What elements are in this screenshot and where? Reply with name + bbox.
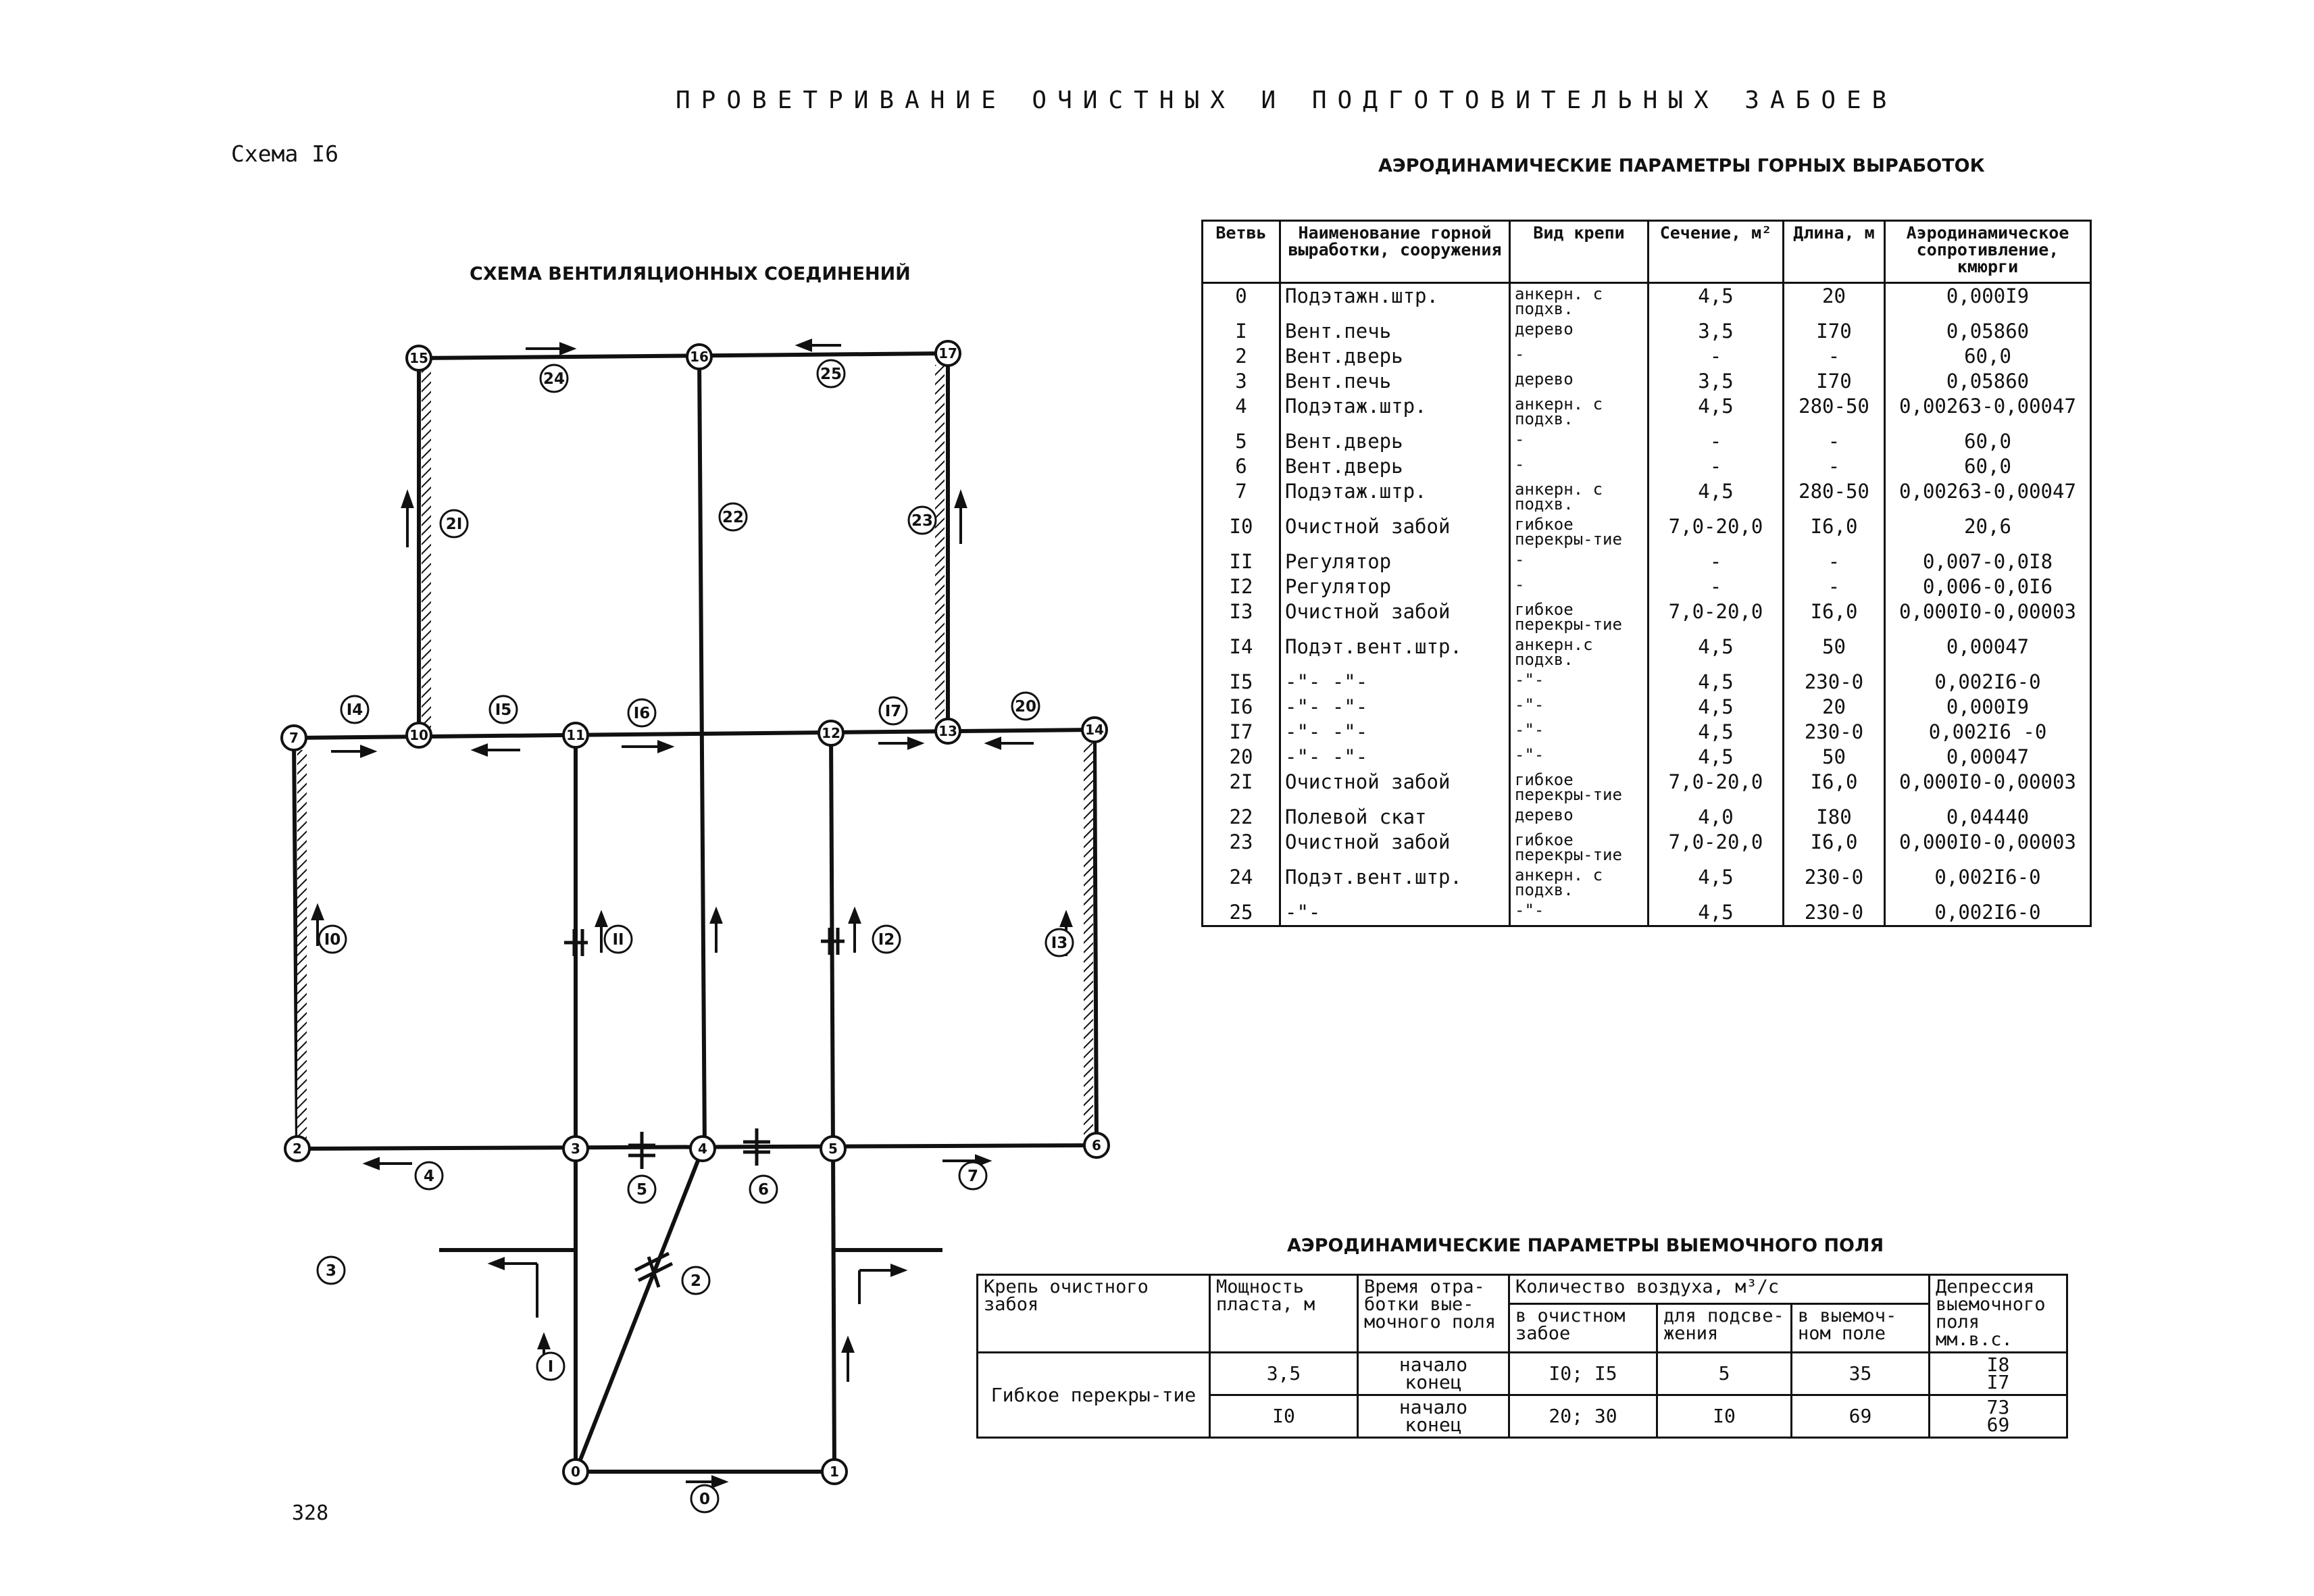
branch-label-text: I xyxy=(547,1358,554,1376)
branch-label-20 xyxy=(1012,693,1039,720)
air-face-cell: I0; I5 xyxy=(1509,1353,1657,1395)
node-11 xyxy=(563,723,588,747)
aero-resistance-cell: 0,000I0-0,00003 xyxy=(1885,830,2091,865)
aero-name-cell: Полевой скат xyxy=(1280,805,1510,830)
node-16 xyxy=(687,345,711,369)
aero-name-cell: Вент.дверь xyxy=(1280,454,1510,479)
node-5 xyxy=(821,1137,845,1161)
node-4 xyxy=(690,1137,715,1161)
aero-support-cell: - xyxy=(1510,549,1649,574)
node-6 xyxy=(1084,1133,1109,1157)
branch-label-text: 4 xyxy=(423,1168,435,1185)
aero-length-cell: I70 xyxy=(1784,369,1885,394)
aero-section-cell: 4,5 xyxy=(1649,394,1784,429)
branch-label-text: 22 xyxy=(722,509,745,526)
aero-support-cell: дерево xyxy=(1510,369,1649,394)
node-label: 0 xyxy=(571,1464,580,1480)
air-field-cell: 69 xyxy=(1792,1395,1930,1438)
branch-label-text: II xyxy=(612,931,624,949)
aero-table-title: АЭРОДИНАМИЧЕСКИЕ ПАРАМЕТРЫ ГОРНЫХ ВЫРАБОТОК xyxy=(1378,155,1985,176)
col-air-group: Количество воздуха, м³/с xyxy=(1509,1275,1930,1304)
aero-section-cell: 4,0 xyxy=(1649,805,1784,830)
time-cell xyxy=(1358,1353,1509,1395)
aero-support-cell: - xyxy=(1510,429,1649,454)
branch-label-I6 xyxy=(628,699,655,726)
table-row xyxy=(1203,319,2091,344)
col-air-field: в выемоч-ном поле xyxy=(1792,1303,1930,1352)
branch-label-22 xyxy=(720,503,747,530)
aero-support-cell: - xyxy=(1510,344,1649,369)
branch-label-I5 xyxy=(490,696,517,723)
table-row xyxy=(1203,599,2091,634)
col-branch: Ветвь xyxy=(1203,221,1280,283)
col-depression: Депрессия выемочного поля мм.в.с. xyxy=(1930,1275,2067,1353)
aero-length-cell: I6,0 xyxy=(1784,599,1885,634)
node-3 xyxy=(563,1137,588,1161)
aero-resistance-cell: 60,0 xyxy=(1885,429,2091,454)
aero-section-cell: 4,5 xyxy=(1649,634,1784,670)
branch-label-text: 2 xyxy=(690,1272,702,1290)
table-row xyxy=(1203,429,2091,454)
branch-label-text: I0 xyxy=(324,931,341,949)
table-row xyxy=(1203,549,2091,574)
node-label: 6 xyxy=(1092,1137,1101,1153)
aero-section-cell: 4,5 xyxy=(1649,695,1784,720)
col-air-face: в очистном забое xyxy=(1509,1303,1657,1352)
aero-branch-cell: 7 xyxy=(1203,479,1280,514)
table-row xyxy=(1203,634,2091,670)
aero-resistance-cell: 0,000I0-0,00003 xyxy=(1885,770,2091,805)
aero-length-cell: - xyxy=(1784,574,1885,599)
branch-label-text: 0 xyxy=(699,1491,711,1508)
aero-support-cell: дерево xyxy=(1510,319,1649,344)
branch-label-2 xyxy=(682,1267,709,1294)
branch-label-II xyxy=(605,926,632,953)
aero-name-cell: -"- -"- xyxy=(1280,720,1510,745)
branch-label-4 xyxy=(416,1162,443,1189)
page-number: 328 xyxy=(292,1501,329,1525)
aero-section-cell: 4,5 xyxy=(1649,745,1784,770)
depression-end: I7 xyxy=(1986,1371,2010,1393)
aero-support-cell: -"- xyxy=(1510,745,1649,770)
aero-branch-cell: I4 xyxy=(1203,634,1280,670)
branch-label-text: 3 xyxy=(325,1262,337,1280)
aero-length-cell: 280-50 xyxy=(1784,394,1885,429)
aero-resistance-cell: 0,002I6-0 xyxy=(1885,900,2091,926)
aero-length-cell: 280-50 xyxy=(1784,479,1885,514)
aero-branch-cell: I xyxy=(1203,319,1280,344)
aero-name-cell: Подэтаж.штр. xyxy=(1280,394,1510,429)
table-row xyxy=(1203,574,2091,599)
aero-name-cell: Подэт.вент.штр. xyxy=(1280,634,1510,670)
node-15 xyxy=(407,346,431,370)
branch-label-text: 5 xyxy=(636,1181,648,1199)
branch-label-25 xyxy=(818,360,845,387)
aero-support-cell: гибкое перекры-тие xyxy=(1510,599,1649,634)
branch-label-text: 25 xyxy=(820,366,842,383)
time-end: конец xyxy=(1405,1371,1462,1393)
time-end: конец xyxy=(1405,1414,1462,1436)
node-label: 16 xyxy=(690,349,709,365)
aero-support-cell: дерево xyxy=(1510,805,1649,830)
aero-length-cell: 50 xyxy=(1784,745,1885,770)
node-label: 1 xyxy=(830,1464,839,1480)
aero-name-cell: Подэтаж.штр. xyxy=(1280,479,1510,514)
table-row xyxy=(978,1353,2067,1395)
aero-name-cell: Вент.печь xyxy=(1280,369,1510,394)
node-12 xyxy=(819,721,843,745)
aero-section-cell: 7,0-20,0 xyxy=(1649,770,1784,805)
aero-section-cell: 4,5 xyxy=(1649,900,1784,926)
aero-section-cell: 4,5 xyxy=(1649,479,1784,514)
depression-start: 73 xyxy=(1986,1396,2010,1418)
thickness-cell: 3,5 xyxy=(1210,1353,1358,1395)
aero-branch-cell: 5 xyxy=(1203,429,1280,454)
table-row xyxy=(1203,720,2091,745)
aero-support-cell: - xyxy=(1510,454,1649,479)
aero-length-cell: I6,0 xyxy=(1784,770,1885,805)
aero-name-cell: -"- xyxy=(1280,900,1510,926)
aero-branch-cell: I0 xyxy=(1203,514,1280,549)
aero-name-cell: -"- -"- xyxy=(1280,670,1510,695)
branch-label-text: I6 xyxy=(633,705,651,722)
scheme-label: Схема I6 xyxy=(231,141,338,167)
aero-length-cell: 230-0 xyxy=(1784,865,1885,900)
aero-support-cell: анкерн. с подхв. xyxy=(1510,865,1649,900)
aero-branch-cell: 3 xyxy=(1203,369,1280,394)
aero-resistance-cell: 0,00263-0,00047 xyxy=(1885,394,2091,429)
branch-label-2I xyxy=(441,510,468,537)
aero-support-cell: - xyxy=(1510,574,1649,599)
aero-length-cell: 230-0 xyxy=(1784,900,1885,926)
branch-label-I2 xyxy=(873,926,900,953)
col-length: Длина, м xyxy=(1784,221,1885,283)
aero-name-cell: -"- -"- xyxy=(1280,745,1510,770)
aero-support-cell: гибкое перекры-тие xyxy=(1510,770,1649,805)
aero-section-cell: 7,0-20,0 xyxy=(1649,830,1784,865)
branch-label-3 xyxy=(318,1257,345,1284)
aero-resistance-cell: 60,0 xyxy=(1885,454,2091,479)
aero-length-cell: - xyxy=(1784,454,1885,479)
table-row xyxy=(1203,770,2091,805)
branch-label-text: 7 xyxy=(967,1168,979,1185)
aero-name-cell: Подэт.вент.штр. xyxy=(1280,865,1510,900)
table-row xyxy=(1203,514,2091,549)
branch-label-text: 2I xyxy=(445,516,463,533)
node-label: 5 xyxy=(828,1141,838,1157)
col-resistance: Аэродинамическое сопротивление, кмюрги xyxy=(1885,221,2091,283)
table-row xyxy=(1203,369,2091,394)
node-label: 12 xyxy=(822,725,840,741)
aero-support-cell: гибкое перекры-тие xyxy=(1510,514,1649,549)
branch-label-I7 xyxy=(880,697,907,724)
aero-section-cell: 4,5 xyxy=(1649,865,1784,900)
depression-start: I8 xyxy=(1986,1353,2010,1376)
aero-support-cell: гибкое перекры-тие xyxy=(1510,830,1649,865)
aero-branch-cell: 2 xyxy=(1203,344,1280,369)
aero-resistance-cell: 0,002I6-0 xyxy=(1885,865,2091,900)
aero-resistance-cell: 0,04440 xyxy=(1885,805,2091,830)
aero-section-cell: 7,0-20,0 xyxy=(1649,514,1784,549)
aero-length-cell: I80 xyxy=(1784,805,1885,830)
aero-branch-cell: I7 xyxy=(1203,720,1280,745)
branch-label-0 xyxy=(691,1485,718,1512)
table-row xyxy=(1203,745,2091,770)
aero-branch-cell: I5 xyxy=(1203,670,1280,695)
table-header-row xyxy=(1203,221,2091,283)
node-label: 3 xyxy=(571,1141,580,1157)
node-2 xyxy=(285,1137,309,1161)
aero-branch-cell: 0 xyxy=(1203,283,1280,320)
branch-label-text: I7 xyxy=(884,703,902,720)
node-label: 2 xyxy=(293,1141,302,1157)
aero-resistance-cell: 0,00263-0,00047 xyxy=(1885,479,2091,514)
aero-section-cell: - xyxy=(1649,429,1784,454)
branch-label-text: 6 xyxy=(757,1181,770,1199)
branch-label-text: 20 xyxy=(1014,698,1037,716)
table-row xyxy=(1203,479,2091,514)
aero-name-cell: Очистной забой xyxy=(1280,770,1510,805)
aero-section-cell: - xyxy=(1649,454,1784,479)
aero-section-cell: 3,5 xyxy=(1649,319,1784,344)
node-14 xyxy=(1082,718,1107,742)
aero-length-cell: - xyxy=(1784,344,1885,369)
air-face-cell: 20; 30 xyxy=(1509,1395,1657,1438)
node-17 xyxy=(936,341,960,366)
node-label: 14 xyxy=(1085,722,1104,738)
aero-length-cell: 20 xyxy=(1784,695,1885,720)
diagram-title: СХЕМА ВЕНТИЛЯЦИОННЫХ СОЕДИНЕНИЙ xyxy=(470,264,911,284)
aero-resistance-cell: 0,00047 xyxy=(1885,745,2091,770)
field-table-title: АЭРОДИНАМИЧЕСКИЕ ПАРАМЕТРЫ ВЫЕМОЧНОГО ПОЛЯ xyxy=(1287,1235,1884,1256)
aero-branch-cell: 22 xyxy=(1203,805,1280,830)
aero-name-cell: -"- -"- xyxy=(1280,695,1510,720)
branch-label-text: I3 xyxy=(1051,934,1068,952)
node-13 xyxy=(936,719,960,743)
aero-branch-cell: I6 xyxy=(1203,695,1280,720)
table-row xyxy=(1203,454,2091,479)
aero-table-body xyxy=(1203,283,2091,926)
aero-branch-cell: 25 xyxy=(1203,900,1280,926)
branch-label-text: I2 xyxy=(878,931,895,949)
aero-length-cell: I6,0 xyxy=(1784,514,1885,549)
node-7 xyxy=(282,726,306,750)
aero-branch-cell: 6 xyxy=(1203,454,1280,479)
aero-resistance-cell: 20,6 xyxy=(1885,514,2091,549)
depression-end: 69 xyxy=(1986,1414,2010,1436)
table-row xyxy=(1203,670,2091,695)
aero-support-cell: -"- xyxy=(1510,720,1649,745)
aero-length-cell: 230-0 xyxy=(1784,720,1885,745)
aero-length-cell: 230-0 xyxy=(1784,670,1885,695)
aero-name-cell: Регулятор xyxy=(1280,574,1510,599)
col-air-light: для подсве-жения xyxy=(1657,1303,1792,1352)
table-row xyxy=(1203,394,2091,429)
branch-label-24 xyxy=(540,365,568,392)
table-row xyxy=(1203,695,2091,720)
node-label: 7 xyxy=(289,730,299,746)
node-label: 11 xyxy=(566,727,585,743)
branch-label-6 xyxy=(750,1176,777,1203)
thickness-cell: I0 xyxy=(1210,1395,1358,1438)
aero-support-cell: -"- xyxy=(1510,695,1649,720)
branch-label-23 xyxy=(909,507,936,534)
aero-branch-cell: 20 xyxy=(1203,745,1280,770)
aero-length-cell: - xyxy=(1784,429,1885,454)
aero-section-cell: 3,5 xyxy=(1649,369,1784,394)
aero-section-cell: - xyxy=(1649,344,1784,369)
aero-section-cell: - xyxy=(1649,549,1784,574)
branch-label-I xyxy=(537,1353,564,1380)
col-thickness: Мощность пласта, м xyxy=(1210,1275,1358,1353)
aero-resistance-cell: 0,00047 xyxy=(1885,634,2091,670)
field-params-table xyxy=(976,1274,2068,1439)
time-start: начало xyxy=(1399,1396,1468,1418)
aero-section-cell: 4,5 xyxy=(1649,670,1784,695)
aero-support-cell: -"- xyxy=(1510,900,1649,926)
aero-support-cell: -"- xyxy=(1510,670,1649,695)
aero-length-cell: I6,0 xyxy=(1784,830,1885,865)
table-header-row xyxy=(978,1275,2067,1304)
node-label: 13 xyxy=(938,723,957,739)
branch-label-I0 xyxy=(319,926,346,953)
aero-section-cell: 4,5 xyxy=(1649,283,1784,320)
node-1 xyxy=(822,1460,847,1484)
aero-resistance-cell: 0,002I6 -0 xyxy=(1885,720,2091,745)
aero-resistance-cell: 0,007-0,0I8 xyxy=(1885,549,2091,574)
aero-resistance-cell: 0,05860 xyxy=(1885,369,2091,394)
aero-name-cell: Вент.дверь xyxy=(1280,429,1510,454)
aero-support-cell: анкерн. с подхв. xyxy=(1510,394,1649,429)
face-support-cell: Гибкое перекры-тие xyxy=(978,1353,1210,1438)
aero-resistance-cell: 0,000I0-0,00003 xyxy=(1885,599,2091,634)
aero-length-cell: - xyxy=(1784,549,1885,574)
aero-name-cell: Вент.дверь xyxy=(1280,344,1510,369)
aero-branch-cell: 4 xyxy=(1203,394,1280,429)
aero-name-cell: Очистной забой xyxy=(1280,830,1510,865)
aero-name-cell: Очистной забой xyxy=(1280,599,1510,634)
node-0 xyxy=(563,1460,588,1484)
aero-support-cell: анкерн. с подхв. xyxy=(1510,479,1649,514)
aero-length-cell: 50 xyxy=(1784,634,1885,670)
aero-length-cell: I70 xyxy=(1784,319,1885,344)
aero-params-table xyxy=(1201,220,2092,927)
branch-label-5 xyxy=(628,1176,655,1203)
node-label: 10 xyxy=(409,727,428,743)
air-light-cell: I0 xyxy=(1657,1395,1792,1438)
aero-resistance-cell: 0,002I6-0 xyxy=(1885,670,2091,695)
aero-branch-cell: II xyxy=(1203,549,1280,574)
col-face-support: Крепь очистного забоя xyxy=(978,1275,1210,1353)
branch-label-text: I4 xyxy=(346,701,363,719)
aero-name-cell: Очистной забой xyxy=(1280,514,1510,549)
depression-cell xyxy=(1930,1395,2067,1438)
branch-label-text: 24 xyxy=(543,370,565,388)
branch-label-I3 xyxy=(1046,929,1073,956)
col-support: Вид крепи xyxy=(1510,221,1649,283)
aero-branch-cell: I2 xyxy=(1203,574,1280,599)
aero-resistance-cell: 0,006-0,0I6 xyxy=(1885,574,2091,599)
col-time: Время отра-ботки вые-мочного поля xyxy=(1358,1275,1509,1353)
table-row xyxy=(1203,900,2091,926)
time-cell xyxy=(1358,1395,1509,1438)
branch-label-text: 23 xyxy=(911,512,934,530)
aero-support-cell: анкерн.с подхв. xyxy=(1510,634,1649,670)
table-row xyxy=(1203,283,2091,320)
aero-branch-cell: 23 xyxy=(1203,830,1280,865)
node-label: 17 xyxy=(938,345,957,361)
col-section: Сечение, м² xyxy=(1649,221,1784,283)
aero-name-cell: Подэтажн.штр. xyxy=(1280,283,1510,320)
aero-name-cell: Вент.печь xyxy=(1280,319,1510,344)
col-name: Наименование горной выработки, сооружения xyxy=(1280,221,1510,283)
branch-label-I4 xyxy=(341,696,368,723)
aero-length-cell: 20 xyxy=(1784,283,1885,320)
table-row xyxy=(1203,805,2091,830)
aero-branch-cell: 24 xyxy=(1203,865,1280,900)
aero-section-cell: 4,5 xyxy=(1649,720,1784,745)
depression-cell xyxy=(1930,1353,2067,1395)
aero-branch-cell: 2I xyxy=(1203,770,1280,805)
node-label: 15 xyxy=(409,350,428,366)
aero-branch-cell: I3 xyxy=(1203,599,1280,634)
aero-resistance-cell: 0,000I9 xyxy=(1885,283,2091,320)
table-row xyxy=(1203,865,2091,900)
air-field-cell: 35 xyxy=(1792,1353,1930,1395)
aero-resistance-cell: 0,05860 xyxy=(1885,319,2091,344)
hatched-faces xyxy=(297,365,1093,1142)
aero-resistance-cell: 0,000I9 xyxy=(1885,695,2091,720)
branch-label-7 xyxy=(959,1162,986,1189)
aero-section-cell: - xyxy=(1649,574,1784,599)
aero-name-cell: Регулятор xyxy=(1280,549,1510,574)
table-row xyxy=(1203,830,2091,865)
node-label: 4 xyxy=(698,1141,707,1157)
node-10 xyxy=(407,723,431,747)
aero-resistance-cell: 60,0 xyxy=(1885,344,2091,369)
aero-section-cell: 7,0-20,0 xyxy=(1649,599,1784,634)
air-light-cell: 5 xyxy=(1657,1353,1792,1395)
time-start: начало xyxy=(1399,1353,1468,1376)
aero-support-cell: анкерн. с подхв. xyxy=(1510,283,1649,320)
branch-label-text: I5 xyxy=(495,701,512,719)
table-row xyxy=(1203,344,2091,369)
page-title: ПРОВЕТРИВАНИЕ ОЧИСТНЫХ И ПОДГОТОВИТЕЛЬНЫХ ЗАБОЕВ xyxy=(676,86,1898,114)
